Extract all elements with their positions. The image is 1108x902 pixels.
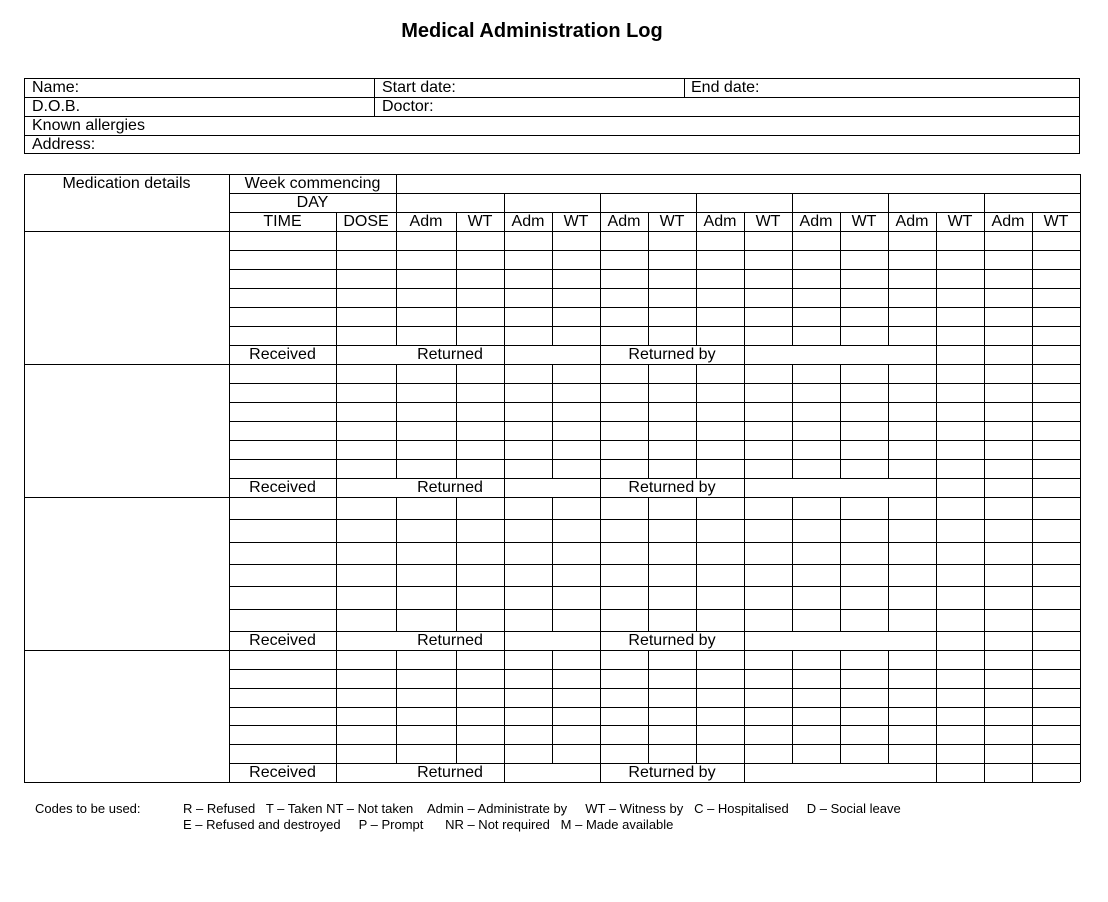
adm-header: Adm: [703, 213, 737, 230]
medication-details-cell[interactable]: [25, 365, 229, 497]
medication-details-cell[interactable]: [25, 498, 229, 650]
wt-header: WT: [755, 213, 781, 230]
doctor-field[interactable]: Doctor:: [382, 98, 434, 115]
adm-header: Adm: [511, 213, 545, 230]
adm-header: Adm: [799, 213, 833, 230]
name-field[interactable]: Name:: [32, 79, 80, 96]
returned-label: Returned: [417, 346, 483, 363]
wt-header: WT: [851, 213, 877, 230]
adm-header: Adm: [991, 213, 1025, 230]
codes-label: Codes to be used:: [35, 801, 141, 816]
codes-line-1: R – Refused T – Taken NT – Not taken Admin – Administrate by WT – Witness by C – Hospitalised D – Social leave: [183, 801, 901, 816]
wt-header: WT: [467, 213, 493, 230]
returned-label: Returned: [417, 479, 483, 496]
end-date-field[interactable]: End date:: [691, 79, 760, 96]
received-label: Received: [249, 346, 316, 363]
medication-details-cell[interactable]: [25, 232, 229, 364]
adm-header: Adm: [895, 213, 929, 230]
wt-header: WT: [1043, 213, 1069, 230]
adm-header: Adm: [409, 213, 443, 230]
dob-field[interactable]: D.O.B.: [32, 98, 81, 115]
returned-label: Returned: [417, 764, 483, 781]
medication-details-cell[interactable]: [25, 651, 229, 782]
returned-by-label: Returned by: [628, 346, 716, 363]
wt-header: WT: [947, 213, 973, 230]
adm-header: Adm: [607, 213, 641, 230]
allergies-field[interactable]: Known allergies: [32, 117, 145, 134]
received-label: Received: [249, 479, 316, 496]
returned-label: Returned: [417, 632, 483, 649]
received-label: Received: [249, 632, 316, 649]
medication-details-header: Medication details: [62, 175, 191, 192]
day-header: DAY: [296, 194, 329, 211]
start-date-field[interactable]: Start date:: [382, 79, 456, 96]
week-commencing-header: Week commencing: [244, 175, 381, 192]
wt-header: WT: [563, 213, 589, 230]
returned-by-label: Returned by: [628, 632, 716, 649]
codes-line-2: E – Refused and destroyed P – Prompt NR – Not required M – Made available: [183, 817, 674, 832]
wt-header: WT: [659, 213, 685, 230]
address-field[interactable]: Address:: [32, 136, 96, 153]
returned-by-label: Returned by: [628, 479, 716, 496]
returned-by-label: Returned by: [628, 764, 716, 781]
dose-header: DOSE: [343, 213, 389, 230]
received-label: Received: [249, 764, 316, 781]
page-title: Medical Administration Log: [401, 20, 663, 42]
time-header: TIME: [263, 213, 302, 230]
